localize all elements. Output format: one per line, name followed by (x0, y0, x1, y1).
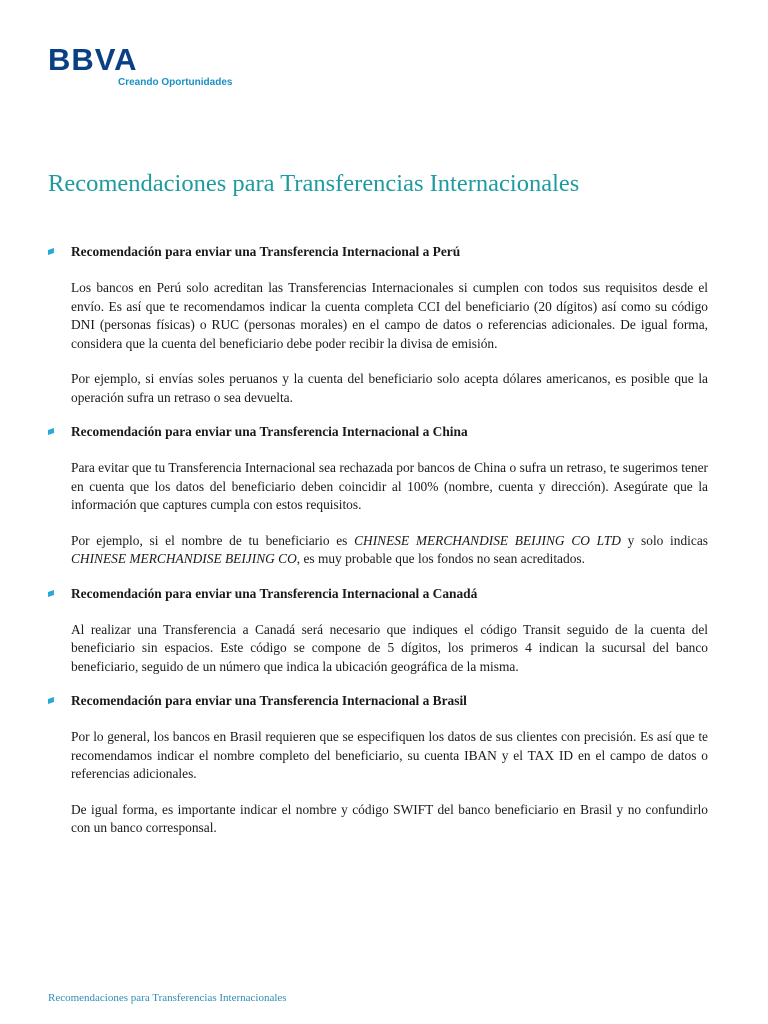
section-peru (48, 243, 708, 407)
example-text: Por ejemplo, si el nombre de tu beneficiario es (71, 532, 355, 548)
page-footer: Recomendaciones para Transferencias Internacionales (48, 992, 287, 1004)
paragraph: Al realizar una Transferencia a Canadá será necesario que indiques el código Transit seguido de la cuenta del beneficiario sin espacios. Este código se compone de 5 dígitos, los primeros 4 indican la sucursal del banco beneficiario, seguido de un número que indica la ubicación geográfica de la misma. (71, 621, 708, 674)
example-text: , es muy probable que los fondos no sean acreditados. (296, 551, 585, 566)
bullet-icon (48, 248, 54, 255)
section-china (48, 423, 708, 569)
bullet-icon (48, 697, 54, 704)
paragraph: Por ejemplo, si envías soles peruanos y la cuenta del beneficiario solo acepta dólares americanos, es posible que la operación sufra un retraso o sea devuelta. (71, 371, 708, 405)
section-heading: Recomendación para enviar una Transferencia Internacional a Canadá (71, 585, 478, 601)
logo-wordmark: BBVA (48, 42, 138, 77)
paragraph: De igual forma, es importante indicar el nombre y código SWIFT del banco beneficiario en Brasil y no confundirlo con un banco corresponsal. (71, 801, 708, 835)
beneficiary-name-short: CHINESE MERCHANDISE BEIJING CO (71, 551, 297, 566)
document-title: Recomendaciones para Transferencias Internacionales (48, 170, 580, 197)
example-paragraph (71, 532, 708, 569)
beneficiary-name-full: CHINESE MERCHANDISE BEIJING CO LTD (354, 532, 621, 548)
section-heading: Recomendación para enviar una Transferencia Internacional a Perú (71, 244, 461, 259)
section-heading: Recomendación para enviar una Transferencia Internacional a China (71, 424, 468, 439)
paragraph: Para evitar que tu Transferencia Internacional sea rechazada por bancos de China o sufra un retraso, te sugerimos tener en cuenta que los datos del beneficiario deben coincidir al 100% (nombre, cuenta y dirección). Asegúrate que la información que captures cumpla con estos requisitos. (71, 460, 708, 512)
bullet-icon (48, 590, 54, 597)
paragraph: Por lo general, los bancos en Brasil requieren que se especifiquen los datos de sus clientes con precisión. Es así que te recomendamos indicar el nombre completo del beneficiario, su cuenta IBAN y el TAX ID en el campo de datos o referencias adicionales. (71, 729, 708, 781)
example-text: y solo indicas (620, 532, 708, 548)
section-canada (48, 585, 708, 677)
logo-tagline: Creando Oportunidades (118, 77, 233, 88)
section-heading: Recomendación para enviar una Transferencia Internacional a Brasil (71, 693, 467, 708)
paragraph: Los bancos en Perú solo acreditan las Transferencias Internacionales si cumplen con todos sus requisitos desde el envío. Es así que te recomendamos indicar la cuenta completa CCI del beneficiario (20 dígitos) así como su código DNI (personas físicas) o RUC (personas morales) en el campo de datos o referencias adicionales. De igual forma, considera que la cuenta del beneficiario debe poder recibir la divisa de emisión. (71, 280, 708, 351)
document-body (48, 243, 708, 854)
bullet-icon (48, 428, 54, 435)
bbva-logo (48, 44, 232, 88)
section-brasil (48, 692, 708, 838)
